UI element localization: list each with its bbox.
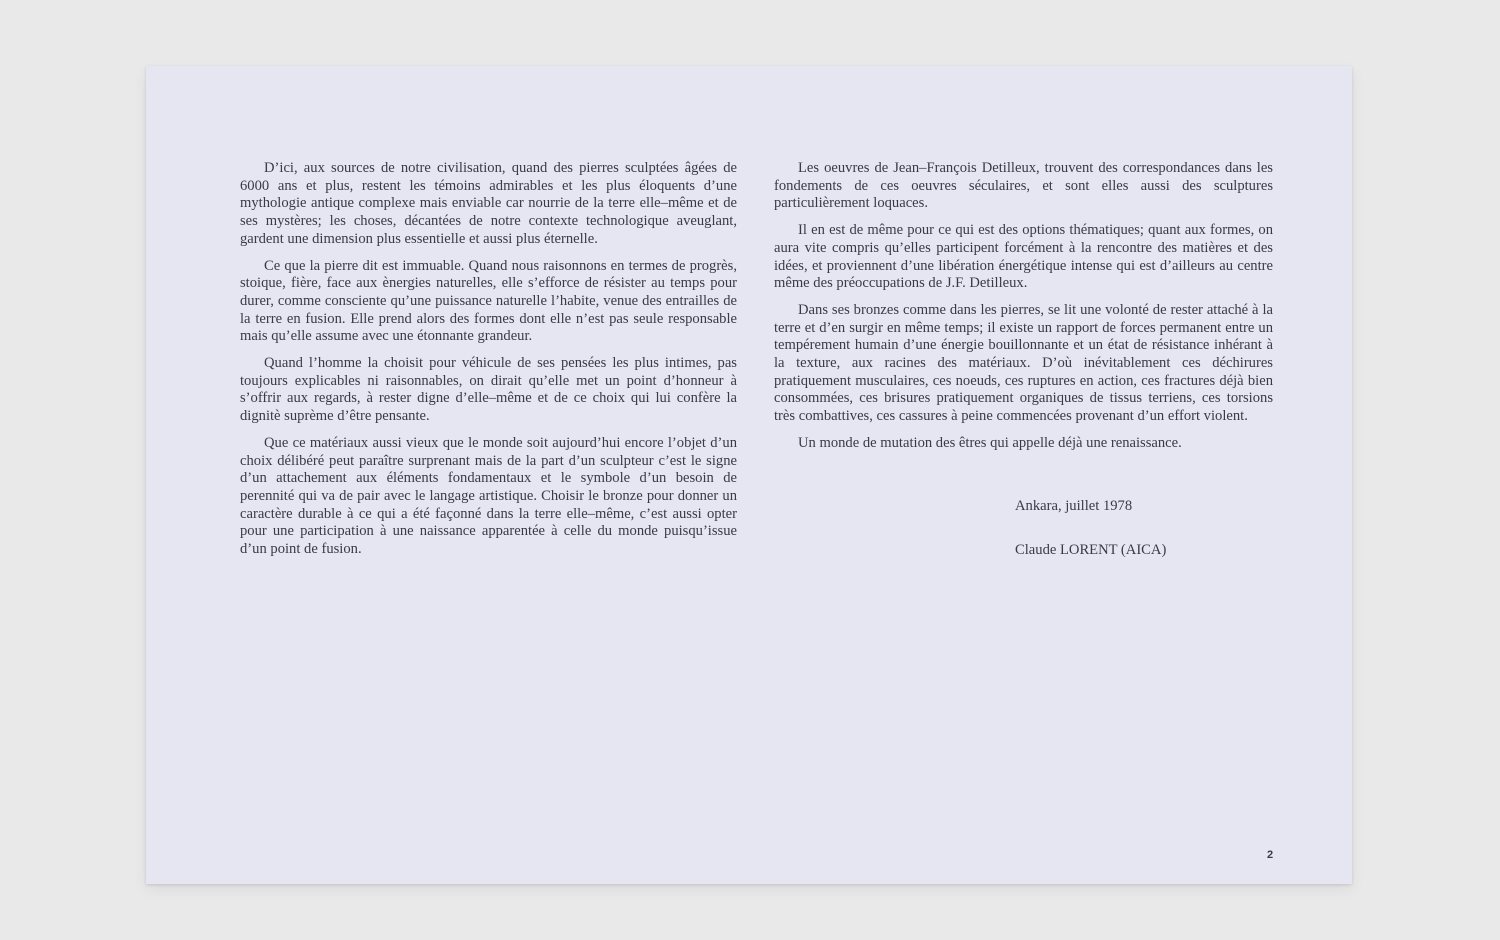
- paragraph: Ce que la pierre dit est immuable. Quand nous raisonnons en termes de progrès, stoique, fière, face aux ènergies naturelles, elle s’efforce de résister au temps pour durer, comme consciente qu’une puissance naturelle l’habite, venue des entrailles de la terre en fusion. Elle prend alors des formes dont elle n’est pas seule responsable mais qu’elle assume avec une étonnante grandeur.: [240, 257, 737, 345]
- paragraph: Il en est de même pour ce qui est des options thématiques; quant aux formes, on aura vite compris qu’elles participent forcément à la rencontre des matières et des idées, et proviennent d’une libération énergétique intense qui est d’ailleurs au centre même des préoccupations de J.F. Detilleux.: [774, 222, 1273, 292]
- paragraph: Que ce matériaux aussi vieux que le monde soit aujourd’hui encore l’objet d’un choix délibéré peut paraître surprenant mais de la part d’un sculpteur c’est le signe d’un attachement aux éléments fondamentaux et le symbole d’un besoin de perennité qui va de pair avec le langage artistique. Choisir le bronze pour donner un caractère durable à ce qui a été façonné dans la terre elle–même, c’est aussi opter pour une participation à une naissance apparentée à celle du monde puisqu’issue d’un point de fusion.: [240, 434, 737, 558]
- paragraph: Dans ses bronzes comme dans les pierres, se lit une volonté de rester attaché à la terre et d’en surgir en même temps; il existe un rapport de forces permanent entre un tempérement humain d’une énergie bouillonnante et un état de résistance inhérant à la texture, aux racines des matériaux. D’où inévitablement ces déchirures pratiquement musculaires, ces noeuds, ces ruptures en action, ces fractures déjà bien consommées, ces brisures pratiquement organiques de tissus terriens, ces torsions très combattives, ces cassures à peine commencées provenant d’un effort violent.: [774, 301, 1273, 425]
- paragraph: Les oeuvres de Jean–François Detilleux, trouvent des correspondances dans les fondements de ces oeuvres séculaires, et sont elles aussi des sculptures particulièrement loquaces.: [774, 160, 1273, 212]
- paragraph: Quand l’homme la choisit pour véhicule de ses pensées les plus intimes, pas toujours explicables ni raisonnables, on dirait qu’elle met un point d’honneur à s’offrir aux regards, à rester digne d’elle–même et de ce choix qui lui confère la dignitè suprème d’être pensante.: [240, 355, 737, 425]
- author-signature: Claude LORENT (AICA): [1015, 542, 1167, 558]
- paragraph: D’ici, aux sources de notre civilisation, quand des pierres sculptées âgées de 6000 ans et plus, restent les témoins admirables et les plus éloquents d’une mythologie antique complexe mais enviable car nourrie de la terre elle–même et de ses mystères; les choses, décantées de notre contexte technologique aveuglant, gardent une dimension plus essentielle et aussi plus éternelle.: [240, 160, 737, 247]
- place-date: Ankara, juillet 1978: [1015, 498, 1133, 514]
- left-text-column: [240, 160, 737, 568]
- right-text-column: [774, 160, 1273, 462]
- page-number: 2: [1267, 849, 1274, 861]
- document-page: [146, 66, 1352, 884]
- paragraph: Un monde de mutation des êtres qui appelle déjà une renaissance.: [798, 434, 1182, 451]
